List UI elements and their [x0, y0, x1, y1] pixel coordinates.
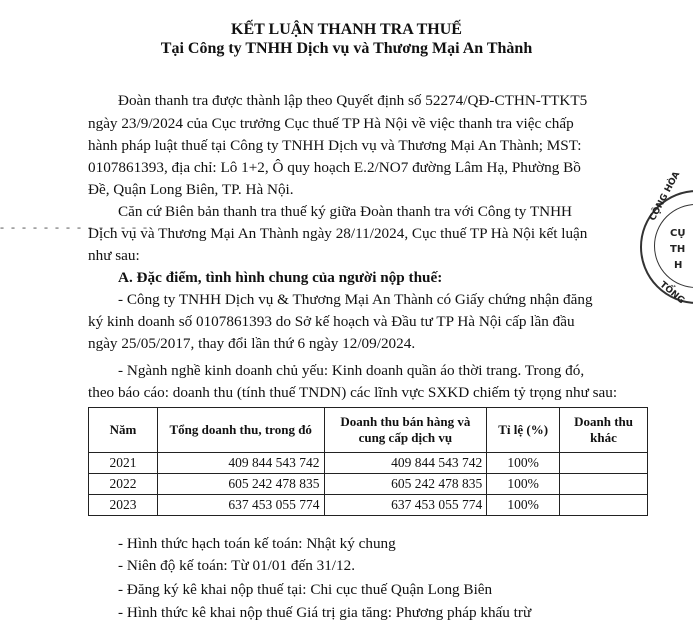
margin-dash-mark: - - - - - - - - - - - - - - — [0, 220, 149, 234]
stamp-arc-text: CỘNG HÒA — [648, 170, 683, 223]
table-header-row — [89, 408, 648, 453]
header-other-line-1: Doanh thu — [574, 414, 633, 429]
header-sales-line-2: cung cấp dịch vụ — [358, 430, 453, 445]
header-ratio: Tỉ lệ (%) — [487, 408, 560, 453]
cell-total: 637 453 055 774 — [157, 495, 324, 516]
bullet-fiscal-year: - Niên độ kế toán: Từ 01/01 đến 31/12. — [118, 557, 355, 574]
table-row — [89, 453, 648, 474]
document-title: KẾT LUẬN THANH TRA THUẾ — [231, 21, 462, 38]
para3-line-1: - Công ty TNHH Dịch vụ & Thương Mại An Thành có Giấy chứng nhận đăng — [118, 291, 593, 308]
header-total: Tổng doanh thu, trong đó — [157, 408, 324, 453]
cell-year: 2022 — [89, 474, 158, 495]
revenue-table — [88, 407, 648, 516]
cell-sales: 637 453 055 774 — [324, 495, 487, 516]
stamp-line-1: CỤ — [670, 228, 686, 239]
header-sales — [324, 408, 487, 453]
table-row — [89, 495, 648, 516]
para1-line-3: hành pháp luật thuế tại Công ty TNHH Dịch vụ và Thương Mại An Thành; MST: — [88, 137, 582, 154]
bullet-tax-registration: - Đăng ký kê khai nộp thuế tại: Chi cục thuế Quận Long Biên — [118, 581, 493, 598]
document-subtitle: Tại Công ty TNHH Dịch vụ và Thương Mại An Thành — [160, 40, 533, 57]
cell-sales: 605 242 478 835 — [324, 474, 487, 495]
para1-line-2: ngày 23/9/2024 của Cục trưởng Cục thuế TP Hà Nội về việc thanh tra việc chấp — [88, 115, 574, 132]
cell-year: 2021 — [89, 453, 158, 474]
header-other — [560, 408, 648, 453]
cell-other — [560, 453, 648, 474]
cell-total: 605 242 478 835 — [157, 474, 324, 495]
para2-line-1: Căn cứ Biên bản thanh tra thuế ký giữa Đoàn thanh tra với Công ty TNHH — [118, 203, 573, 220]
header-sales-line-1: Doanh thu bán hàng và — [340, 414, 471, 429]
para2-line-2: Dịch vụ và Thương Mại An Thành ngày 28/11/2024, Cục thuế TP Hà Nội kết luận — [88, 225, 588, 242]
cell-ratio: 100% — [487, 495, 560, 516]
para3-line-2: ký kinh doanh số 0107861393 do Sở kế hoạch và Đầu tư TP Hà Nội cấp lần đầu — [88, 313, 575, 330]
para1-line-4: 0107861393, địa chỉ: Lô 1+2, Ô quy hoạch E.2/NO7 đường Lâm Hạ, Phường Bồ — [88, 159, 581, 176]
cell-ratio: 100% — [487, 453, 560, 474]
para1-line-1: Đoàn thanh tra được thành lập theo Quyết định số 52274/QĐ-CTHN-TTKT5 — [118, 92, 588, 109]
cell-other — [560, 474, 648, 495]
para1-line-5: Đề, Quận Long Biên, TP. Hà Nội. — [88, 181, 294, 198]
header-year: Năm — [89, 408, 158, 453]
cell-other — [560, 495, 648, 516]
cell-ratio: 100% — [487, 474, 560, 495]
table-row — [89, 474, 648, 495]
para4-line-1: - Ngành nghề kinh doanh chủ yếu: Kinh doanh quần áo thời trang. Trong đó, — [118, 362, 585, 379]
section-a-heading: A. Đặc điểm, tình hình chung của người nộp thuế: — [118, 269, 443, 286]
stamp-line-2: TH — [670, 244, 686, 255]
para2-line-3: như sau: — [88, 247, 140, 264]
cell-sales: 409 844 543 742 — [324, 453, 487, 474]
stamp-line-3: H — [674, 260, 683, 271]
official-stamp — [640, 170, 693, 307]
bullet-vat-method: - Hình thức kê khai nộp thuế Giá trị gia tăng: Phương pháp khấu trừ — [118, 604, 532, 621]
stamp-bottom-text: TỔNG — [657, 280, 686, 307]
header-other-line-2: khác — [590, 430, 617, 445]
bullet-accounting-form: - Hình thức hạch toán kế toán: Nhật ký chung — [118, 535, 396, 552]
cell-total: 409 844 543 742 — [157, 453, 324, 474]
para3-line-3: ngày 25/05/2017, thay đổi lần thứ 6 ngày 12/09/2024. — [88, 335, 416, 352]
para4-line-2: theo báo cáo: doanh thu (tính thuế TNDN) các lĩnh vực SXKD chiếm tỷ trọng như sau: — [88, 384, 618, 401]
cell-year: 2023 — [89, 495, 158, 516]
